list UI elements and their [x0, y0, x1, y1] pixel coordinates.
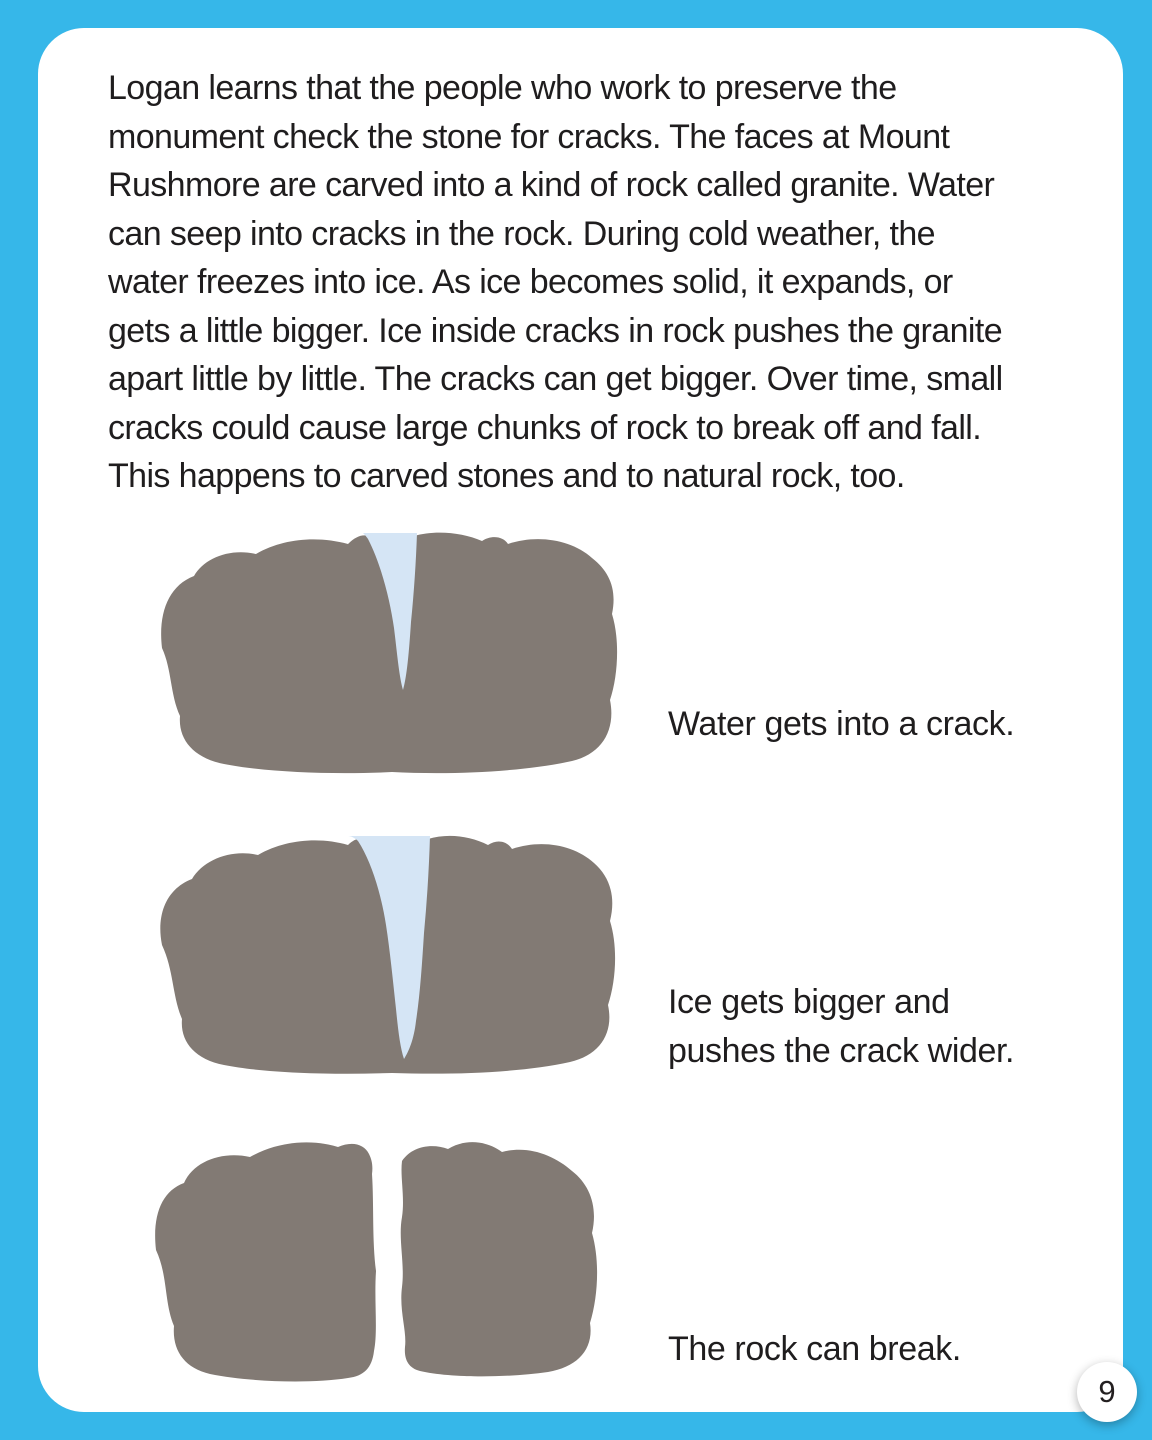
intro-line: Rushmore are carved into a kind of rock called granite. Water	[108, 166, 995, 204]
intro-line: cracks could cause large chunks of rock to break off and fall.	[108, 408, 982, 447]
intro-line: water freezes into ice. As ice becomes solid, it expands, or	[108, 263, 953, 301]
intro-line: This happens to carved stones and to natural rock, too.	[108, 457, 905, 495]
caption-line: Ice gets bigger and	[668, 983, 950, 1021]
intro-paragraph	[108, 64, 1108, 501]
figure-caption-break	[668, 1325, 961, 1374]
page-number: 9	[1098, 1374, 1116, 1409]
figure-caption-water	[668, 700, 1014, 749]
broken-rock-illustration	[150, 1135, 610, 1390]
caption-line: Water gets into a crack.	[668, 705, 1015, 743]
intro-line: monument check the stone for cracks. The faces at Mount	[108, 117, 950, 156]
page-number-badge	[1077, 1362, 1137, 1422]
caption-line: The rock can break.	[668, 1330, 961, 1368]
intro-line: can seep into cracks in the rock. During cold weather, the	[108, 214, 935, 253]
figure-caption-ice	[668, 978, 1014, 1076]
intro-line: gets a little bigger. Ice inside cracks in rock pushes the granite	[108, 311, 1003, 350]
rock-right-piece-shape	[401, 1142, 597, 1376]
intro-line: Logan learns that the people who work to preserve the	[108, 69, 897, 107]
caption-line: pushes the crack wider.	[668, 1032, 1015, 1070]
intro-line: apart little by little. The cracks can get bigger. Over time, small	[108, 360, 1003, 398]
rock-left-piece-shape	[155, 1142, 376, 1381]
rock-ice-crack-illustration	[152, 833, 637, 1080]
rock-water-crack-illustration	[152, 530, 637, 778]
book-page	[38, 28, 1123, 1412]
